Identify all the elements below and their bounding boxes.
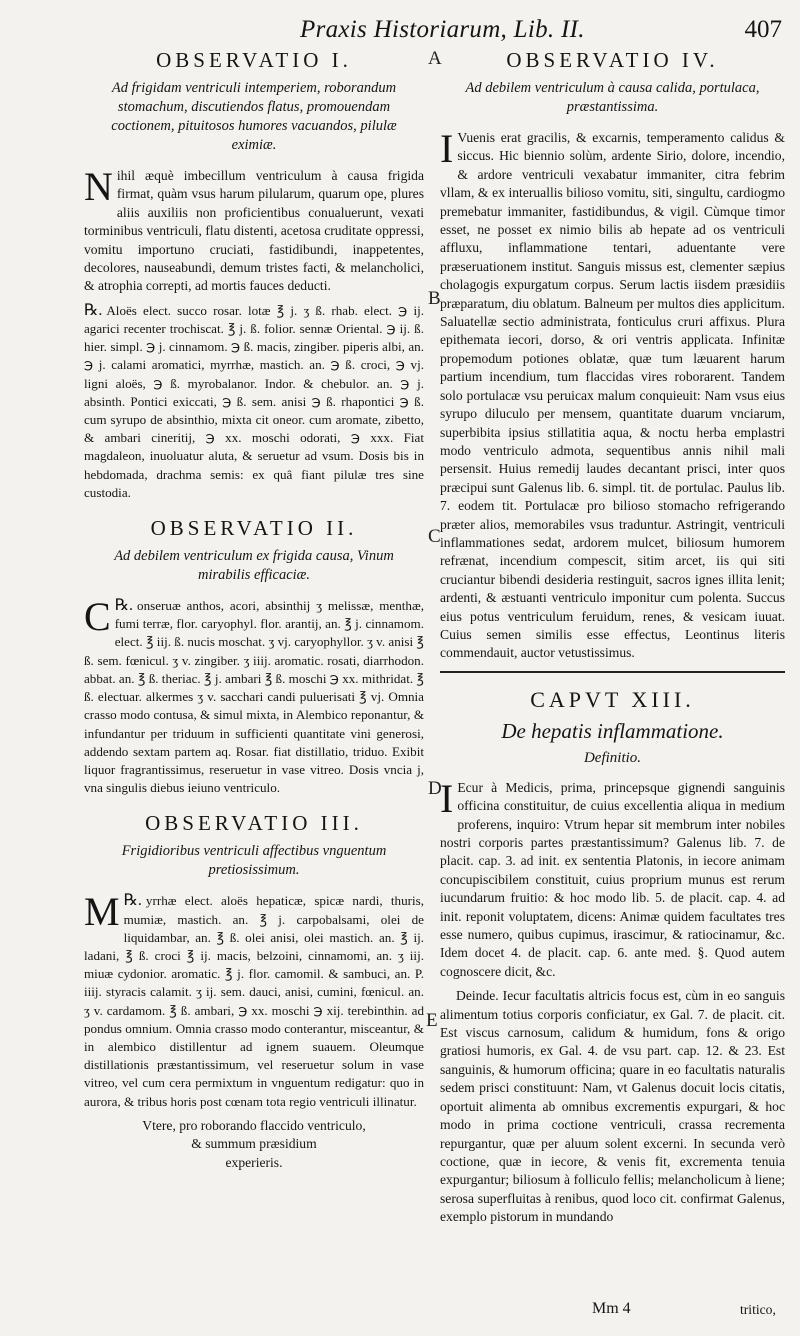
catchword: tritico,	[740, 1302, 776, 1317]
caput-13	[440, 687, 785, 1227]
dropcap-c: C	[84, 594, 111, 640]
observatio-3	[84, 811, 424, 1172]
page-number: 407	[744, 16, 782, 43]
caput-paragraph-2: Deinde. Iecur facultatis altricis focus est, cùm in eo sanguis alimentum totius corporis conficiatur, ex Gal. 7. de placit. cit. Est viscus carnosum, calidum & humidum, fons & origo gratiosi humoris, ex Gal. 4. de vsu part. cap. 12. & 23. Est sanguinis, & humorum officina; quare in eo facultatis naturalis sedem prisci constituunt: Nam, vt Galenus docuit locis citatis, oportuit alimenta ab omnibus excrementis expurgari, & hoc modo in prima coctione ventriculi, crassa recrementa repurgantur, quæ per aluum solent excerni. In secunda verò coctione, quæ in iecore, & venis fit, excrementa tenuia expurgantur; biliosum à folliculo fellis; melancholicum à liene; serosa superfluitas à renibus, quod loco cit. confirmat Galenus, exemplo pistorum in mundando	[440, 988, 785, 1225]
margin-letter-e: E	[426, 1010, 438, 1031]
observatio-1-text: Nihil æquè imbecillum ventriculum à causa frigida firmat, quàm vsus harum pilularum, quarum ope, plures aliis auxiliis non proficientibus conualuerunt, vexati torminibus ventriculi, flatu distenti, acetosa cruditate oppressi, vomitu importuno cruciati, fastidibundi, inappetentes, decolores, nauseabundi, demum tristes facti, & melancholici, & atrophia correpti, ad mortis fauces deducti.	[84, 164, 424, 294]
observatio-2	[84, 516, 424, 797]
observatio-1	[84, 48, 424, 502]
right-column	[440, 44, 785, 1233]
observatio-3-text: ℞. M yrrhæ elect. aloës hepaticæ, spicæ nardi, thuris, mumiæ, mastich. an. ℥ j. carpobalsami, olei de liquidambar, an. ℥ ß. olei anisi, olei mastich. an. ℥ ij. ladani, ℥ ß. croci ℥ ij. macis, belzoini, cinnamomi, an. ʒ iij. miuæ cydonior. aromatic. ℥ j. flor. camomil. & sambuci, an. P. iiij. styracis calamit. ʒ ij. sem. dauci, anisi, cumini, fœnicul. an. ʒ v. cardamom. ℥ ß. ambari, ℈ xx. moschi ℈ xij. terebinthin. ad pondus omnium. Omnia crasso modo conterantur, misceantur, & in alembico distillentur ad ignem suauem. Oleumque distillationis præstantissimum, vel reseruetur solum in vase vitreo, vel cum cera permixtum in vnguentum redigatur: quo in aurora, & tribus horis post cœnam tota regio ventriculi illinatur.	[84, 889, 424, 1109]
section-divider	[440, 671, 785, 673]
observatio-2-title: OBSERVATIO II.	[150, 516, 358, 541]
observatio-3-closing-1: Vtere, pro roborando flaccido ventriculo,	[142, 1117, 366, 1133]
observatio-2-text: ℞. C onseruæ anthos, acori, absinthij ʒ melissæ, menthæ, fumi terræ, flor. caryophyl. flor. arantij, an. ℥ j. cinnamom. elect. ℥ iij. ß. nucis moschat. ʒ vj. caryophyllor. ʒ v. anisi ℥ ß. sem. fœnicul. ʒ v. zingiber. ʒ iiij. aromatic. rosati, diarrhodon. abbat. an. ℥ ß. theriac. ℥ j. ambari ℥ ß. moschi ℈ xx. mithridat. ℥ ß. electuar. alkermes ʒ v. sacchari candi puluerisati ℥ vj. Omnia crasso modo contusa, & simul mixta, in Alembico reponantur, & infundantur per triduum in sufficienti quantitate vini generosi, addendo sextam partem aq. Rosar. fiat distillatio, triduo. Exibit liquor fragrantissimus, reseruetur in vase vitreo. Dosis vncia j, vna singulis diebus ieiuno ventriculo.	[84, 594, 424, 796]
dropcap-i-2: I	[440, 775, 454, 821]
left-column	[84, 44, 424, 1172]
dropcap-i: I	[440, 126, 454, 171]
observatio-1-title: OBSERVATIO I.	[156, 48, 352, 72]
dropcap-n: N	[84, 164, 113, 209]
observatio-3-title: OBSERVATIO III.	[145, 811, 363, 836]
caput-subtitle: De hepatis inflammatione.	[501, 718, 724, 743]
margin-letter-b: B	[428, 288, 441, 309]
observatio-4-title: OBSERVATIO IV.	[506, 48, 719, 72]
margin-letter-c: C	[428, 526, 441, 547]
signature-mark: Mm 4	[592, 1300, 631, 1317]
observatio-1-recipe: ℞. Aloës elect. succo rosar. lotæ ℥ j. ʒ ß. rhab. elect. ℈ ij. agarici recenter trochiscat. ℥ j. ß. folior. sennæ Oriental. ℈ ij. ß. hier. simpl. ℈ j. cinnamom. ℈ ß. macis, zingiber. piperis albi, an. ℈ j. calami aromatici, myrrhæ, mastich. an. ℈ ß. croci, ℈ vj. ligni aloës, ℈ ß. myrobalanor. Indor. & chebulor. an. ℈ j. absinth. Pontici exiccati, ℈ ß. sem. anisi ℈ ß. rhapontici ℈ ß. cum syrupo de absinthio, mixta cit oneor. cum aromate, zibetto, & ambari cineritij, ℈ xx. moschi odorati, ℈ xxx. Fiat magdaleon, inuoluatur aluta, & seruetur ad vsum. Dosis bis in hebdomada, drachma semis: ex quâ fiant pilulæ tres sine custodia.	[84, 301, 424, 500]
dropcap-m: M	[84, 889, 120, 935]
observatio-3-closing-2: & summum præsidium	[191, 1136, 317, 1152]
observatio-3-subtitle: Frigidioribus ventriculi affectibus vnguentum pretiosissimum.	[121, 843, 387, 879]
observatio-4-text: I Vuenis erat gracilis, & excarnis, temperamento calidus & siccus. Hic biennio solùm, ardente Sirio, dolore, incendio, & ardore ventriculi vexabatur immaniter, citra febrim vllam, & ex interuallis bilioso vomitu, siti, singultu, cardiogmo premebatur immaniter, fastidibundus, & vigil. Cùmque timor esset, ne posset ex nimio bilis ab hepate ad os ventriculi affluxu, inflammatione tentari, aduentante vere præseruationem institut. Sanguis missus est, clementer sæpius cholagogis expurgatum corpus. Serum lactis iisdem præsidiis præparatum, diu oblatum. Balneum per multos dies applicitum. Saluatellæ sectio administrata, fonticulus cruri affixus. Plura epithemata iecori, dorso, & ori ventris applicata. Infinitæ propemodum potiones oblatæ, quæ tum læuarent harum partium incendium, tum flaccidas vires roborarent. Tandem solo portulacæ vsu peruicax malum conquieuit: Nam vsus eius syrupo diluculo per mensem, quantitate duarum vnciarum, superbibita ipsius stillatitia aqua, & noctu herba emplastri modo ventriculo admota, sequentibus annis nihil mali persensit. Huius remedij laudes decantant prisci, inter quos præcipui sunt Galenus lib. 6. simpl. tit. de portulac. Paulus lib. 7. eodem tit. Portulacæ pro bilioso stomacho refrigerando præter alios, memorabiles vsus traduntur. Astringit, ventriculi inflammationes sedat, ardorem mulcet, biliosum humorem refrænat, incendium compescit, sitim arcet, iis qui siti cruciantur bibendi desideria restinguit, sacros ignes illita lenit; ardenti, & æstuanti ventriculo imponitur cum polenta. Succus eius potus ventriculum feruidum, renes, & vesicam iuuat. Cuius semen similis esse effectus, Leontinus literis commendauit, auctor vetustissimus.	[440, 126, 785, 661]
recipe-symbol: ℞.	[123, 892, 142, 910]
observatio-4	[440, 48, 785, 663]
observatio-2-subtitle: Ad debilem ventriculum ex frigida causa, Vinum mirabilis efficaciæ.	[114, 548, 394, 584]
caput-title: CAPVT XIII.	[530, 686, 695, 712]
margin-letter-a: A	[428, 48, 442, 69]
running-head: Praxis Historiarum, Lib. II.	[300, 16, 585, 43]
observatio-1-subtitle: Ad frigidam ventriculi intemperiem, roborandum stomachum, discutiendos flatus, promouendam coctionem, pituitosos humores vacuandos, pilulæ eximiæ.	[111, 80, 397, 153]
recipe-symbol: ℞.	[84, 301, 103, 319]
definition-heading: Definitio.	[583, 749, 642, 766]
margin-letter-d: D	[428, 778, 442, 799]
caput-paragraph-1: I Ecur à Medicis, prima, princepsque gignendi sanguinis officina constituitur, de cuius excellentia aliqua in medium proferens, inquiro: Vtrum hepar sit membrum inter nobiles nostri corporis partes præstantissimum? Galenus lib. 7. de placit. cap. 3. ad init. ex sententia Platonis, in iecore animam concupiscibilem constituit, cuius proprium munus est rerum iucundarum fruitio: & hoc modo lib. 5. de placit. cap. 4. ad init. reponit voluptatem, dicens: Animæ quidem facultates tres esse numero, quibus cupimus, irascimur, & ratiocinamur, &c. Idem docet 4. de placit. cap. 6. ante med. §. Quod autem cognoscere dicit, &c.	[440, 775, 785, 979]
observatio-4-subtitle: Ad debilem ventriculum à causa calida, portulaca, præstantissima.	[465, 80, 760, 115]
recipe-symbol: ℞.	[114, 597, 134, 615]
observatio-3-closing-3: experieris.	[225, 1154, 283, 1170]
